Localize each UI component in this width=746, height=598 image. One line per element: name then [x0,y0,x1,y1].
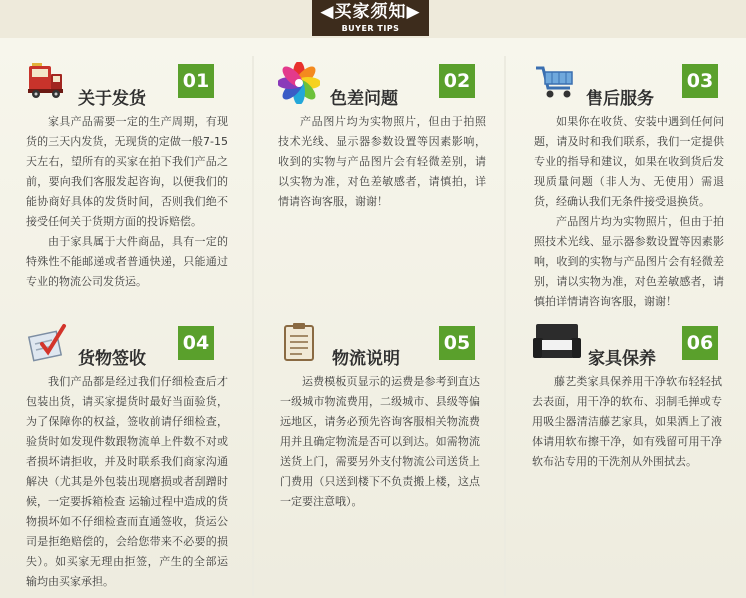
section-furniture-care [532,318,746,518]
section-goods-receipt [26,322,262,592]
section-paragraph: 藤艺类家具保养用干净软布轻轻拭去表面，用干净的软布、羽制毛掸或专用吸尘器清洁藤艺家具，如果洒上了液体请用软布擦干净，如有残留可用干净软布沾专用的干洗剂从外围拭去。 [532,375,722,468]
section-body [278,112,486,212]
section-body [26,372,228,592]
shopping-cart-icon [534,62,576,104]
banner-title: ◀买家须知▶ [320,2,421,22]
section-body [280,372,480,512]
section-body [26,112,228,292]
section-paragraph: 由于家具属于大件商品，具有一定的特殊性不能邮递或者普通快递，只能通过专业的物流公司发货运。 [26,235,228,288]
section-paragraph: 家具产品需要一定的生产周期，有现货的三天内发货，无现货的定做一般7-15天左右，望所有的买家在拍下我们产品之前，要向我们客服发起咨询，以便我们的能协商好具体的发货时间，否则我们绝不接受任何关于货期方面的投诉赔偿。 [26,115,228,228]
section-body [534,112,724,312]
section-number: 04 [178,326,214,360]
section-color-difference [278,60,514,260]
section-title: 家具保养 [588,349,656,369]
section-paragraph: 产品图片均为实物照片，但由于拍照技术光线、显示器参数设置等因素影响，收到的实物与产品图片会有轻微差别，请以实物为准，对色差敏感者，请慎拍详情请咨询客服，谢谢！ [534,215,724,308]
section-number: 05 [439,326,475,360]
section-after-sales [534,60,746,320]
section-paragraph: 产品图片均为实物照片，但由于拍照技术光线、显示器参数设置等因素影响，收到的实物与产品图片会有轻微差别，请以实物为准，对色差敏感者，请慎拍，详情请咨询客服，谢谢！ [278,115,486,208]
sofa-icon [532,318,582,364]
page-header [0,0,746,38]
section-number: 02 [439,64,475,98]
section-number: 01 [178,64,214,98]
section-title: 关于发货 [78,89,146,109]
section-title: 物流说明 [332,349,400,369]
section-paragraph: 运费模板页显示的运费是参考到直达一级城市物流费用，二级城市、县级等偏远地区，请务必预先咨询客服相关物流费用并且确定物流是否可以到达。如需物流送货上门，需要另外支付物流公司送货上门费用（只送到楼下不负责搬上楼，这点一定要注意哦）。 [280,375,480,508]
section-body [532,372,722,472]
checklist-icon [26,322,68,364]
section-paragraph: 我们产品都是经过我们仔细检查后才包装出货，请买家提货时最好当面验货，为了保障你的权益，签收前请仔细检查，验货时如发现件数跟物流单上件数不对或者损坏请拒收，并及时联系我们商家沟通解决（尤其是外包装出现磨损或者刮蹭时候，一定要拆箱检查 运输过程中造成的货物损坏如不仔细检查而直通签收，货运公司是拒绝赔偿的，会给您带来不必要的损失）。如买家无理由拒签，产生的全部运输均由买家承担。 [26,375,228,588]
section-number: 03 [682,64,718,98]
color-wheel-icon [278,62,320,104]
section-number: 06 [682,326,718,360]
section-title: 货物签收 [78,349,146,369]
buyer-tips-banner [312,0,429,36]
banner-subtitle: BUYER TIPS [341,24,400,33]
section-shipping [26,60,262,310]
section-paragraph: 如果你在收货、安装中遇到任何问题，请及时和我们联系，我们一定提供专业的指导和建议，如果在收到货后发现质量问题（非人为、无使用）需退货，经确认我们无条件接受退换货。 [534,115,724,208]
fire-truck-icon [26,62,68,104]
section-title: 售后服务 [586,89,654,109]
section-logistics [280,322,516,522]
clipboard-icon [280,322,322,364]
section-title: 色差问题 [330,89,398,109]
